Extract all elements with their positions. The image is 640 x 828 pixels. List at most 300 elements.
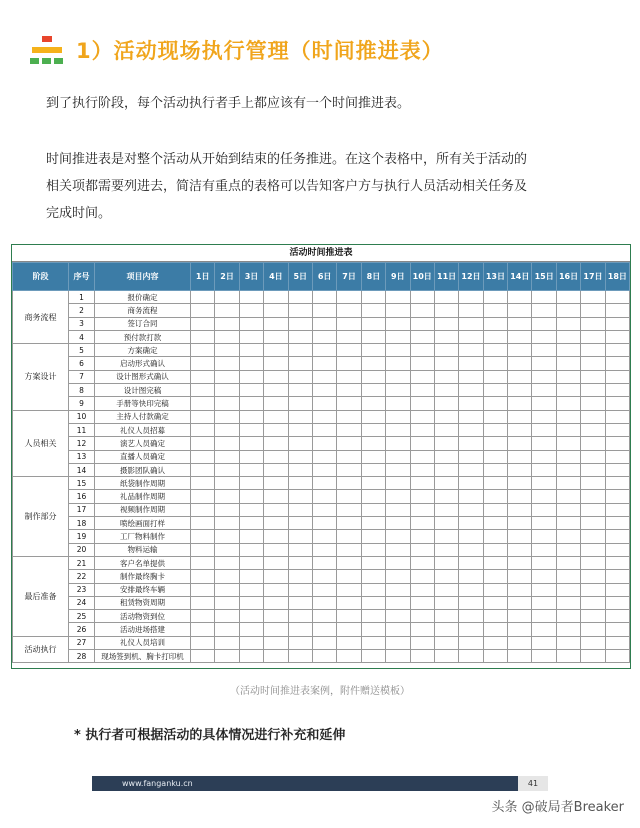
day-cell[interactable] [459,530,483,543]
day-cell[interactable] [337,503,361,516]
day-cell[interactable] [556,490,580,503]
day-cell[interactable] [386,503,410,516]
day-cell[interactable] [312,530,336,543]
day-cell[interactable] [581,317,605,330]
day-cell[interactable] [508,503,532,516]
day-cell[interactable] [386,397,410,410]
day-cell[interactable] [434,370,458,383]
day-cell[interactable] [361,397,385,410]
day-cell[interactable] [264,583,288,596]
day-cell[interactable] [312,503,336,516]
day-cell[interactable] [483,623,507,636]
day-cell[interactable] [215,317,239,330]
day-cell[interactable] [239,517,263,530]
day-cell[interactable] [508,370,532,383]
day-cell[interactable] [508,650,532,663]
day-cell[interactable] [264,330,288,343]
day-cell[interactable] [483,650,507,663]
day-cell[interactable] [337,330,361,343]
day-cell[interactable] [264,437,288,450]
day-cell[interactable] [386,543,410,556]
day-cell[interactable] [434,384,458,397]
day-cell[interactable] [361,556,385,569]
day-cell[interactable] [288,463,312,476]
day-cell[interactable] [459,543,483,556]
day-cell[interactable] [288,623,312,636]
day-cell[interactable] [508,490,532,503]
day-cell[interactable] [312,490,336,503]
day-cell[interactable] [410,304,434,317]
day-cell[interactable] [508,437,532,450]
day-cell[interactable] [581,463,605,476]
day-cell[interactable] [556,556,580,569]
day-cell[interactable] [483,450,507,463]
day-cell[interactable] [312,304,336,317]
day-cell[interactable] [434,423,458,436]
day-cell[interactable] [191,596,215,609]
day-cell[interactable] [532,304,556,317]
day-cell[interactable] [483,490,507,503]
day-cell[interactable] [508,610,532,623]
day-cell[interactable] [361,304,385,317]
day-cell[interactable] [410,423,434,436]
day-cell[interactable] [532,583,556,596]
day-cell[interactable] [386,410,410,423]
day-cell[interactable] [556,650,580,663]
day-cell[interactable] [483,384,507,397]
day-cell[interactable] [312,450,336,463]
day-cell[interactable] [361,610,385,623]
day-cell[interactable] [264,610,288,623]
day-cell[interactable] [410,397,434,410]
day-cell[interactable] [361,623,385,636]
day-cell[interactable] [215,530,239,543]
day-cell[interactable] [483,423,507,436]
day-cell[interactable] [312,357,336,370]
day-cell[interactable] [410,357,434,370]
day-cell[interactable] [386,530,410,543]
day-cell[interactable] [312,570,336,583]
day-cell[interactable] [434,463,458,476]
day-cell[interactable] [581,570,605,583]
day-cell[interactable] [312,397,336,410]
day-cell[interactable] [556,357,580,370]
day-cell[interactable] [581,357,605,370]
day-cell[interactable] [605,490,629,503]
day-cell[interactable] [264,291,288,304]
day-cell[interactable] [605,357,629,370]
day-cell[interactable] [581,384,605,397]
day-cell[interactable] [264,370,288,383]
day-cell[interactable] [288,503,312,516]
day-cell[interactable] [215,610,239,623]
day-cell[interactable] [337,583,361,596]
day-cell[interactable] [434,570,458,583]
day-cell[interactable] [459,410,483,423]
day-cell[interactable] [264,517,288,530]
day-cell[interactable] [508,543,532,556]
day-cell[interactable] [532,317,556,330]
day-cell[interactable] [386,344,410,357]
day-cell[interactable] [605,623,629,636]
day-cell[interactable] [434,450,458,463]
day-cell[interactable] [288,570,312,583]
day-cell[interactable] [312,317,336,330]
day-cell[interactable] [288,477,312,490]
day-cell[interactable] [459,610,483,623]
day-cell[interactable] [532,570,556,583]
day-cell[interactable] [288,344,312,357]
day-cell[interactable] [508,291,532,304]
day-cell[interactable] [239,543,263,556]
day-cell[interactable] [337,317,361,330]
day-cell[interactable] [483,596,507,609]
day-cell[interactable] [264,650,288,663]
day-cell[interactable] [215,503,239,516]
day-cell[interactable] [215,304,239,317]
day-cell[interactable] [215,650,239,663]
day-cell[interactable] [191,370,215,383]
day-cell[interactable] [410,650,434,663]
day-cell[interactable] [483,410,507,423]
day-cell[interactable] [215,463,239,476]
day-cell[interactable] [215,543,239,556]
day-cell[interactable] [532,357,556,370]
day-cell[interactable] [410,596,434,609]
day-cell[interactable] [215,583,239,596]
day-cell[interactable] [410,410,434,423]
day-cell[interactable] [605,543,629,556]
day-cell[interactable] [605,370,629,383]
day-cell[interactable] [532,450,556,463]
day-cell[interactable] [239,610,263,623]
day-cell[interactable] [605,384,629,397]
day-cell[interactable] [434,357,458,370]
day-cell[interactable] [556,570,580,583]
day-cell[interactable] [215,450,239,463]
day-cell[interactable] [434,583,458,596]
day-cell[interactable] [532,477,556,490]
day-cell[interactable] [483,610,507,623]
day-cell[interactable] [532,610,556,623]
day-cell[interactable] [386,357,410,370]
day-cell[interactable] [361,636,385,649]
day-cell[interactable] [337,477,361,490]
day-cell[interactable] [264,556,288,569]
day-cell[interactable] [581,437,605,450]
day-cell[interactable] [386,583,410,596]
day-cell[interactable] [410,623,434,636]
day-cell[interactable] [239,291,263,304]
day-cell[interactable] [337,357,361,370]
day-cell[interactable] [508,517,532,530]
day-cell[interactable] [605,397,629,410]
day-cell[interactable] [581,503,605,516]
day-cell[interactable] [459,463,483,476]
day-cell[interactable] [434,556,458,569]
day-cell[interactable] [191,610,215,623]
day-cell[interactable] [312,410,336,423]
day-cell[interactable] [556,384,580,397]
day-cell[interactable] [459,291,483,304]
day-cell[interactable] [386,423,410,436]
day-cell[interactable] [508,556,532,569]
day-cell[interactable] [459,650,483,663]
day-cell[interactable] [312,636,336,649]
day-cell[interactable] [459,556,483,569]
day-cell[interactable] [337,344,361,357]
day-cell[interactable] [605,410,629,423]
day-cell[interactable] [483,437,507,450]
day-cell[interactable] [605,477,629,490]
day-cell[interactable] [215,490,239,503]
day-cell[interactable] [556,623,580,636]
day-cell[interactable] [483,291,507,304]
day-cell[interactable] [483,543,507,556]
day-cell[interactable] [459,503,483,516]
day-cell[interactable] [581,330,605,343]
day-cell[interactable] [508,423,532,436]
day-cell[interactable] [361,344,385,357]
day-cell[interactable] [215,477,239,490]
day-cell[interactable] [483,344,507,357]
day-cell[interactable] [361,317,385,330]
day-cell[interactable] [556,477,580,490]
day-cell[interactable] [483,583,507,596]
day-cell[interactable] [312,344,336,357]
day-cell[interactable] [434,344,458,357]
day-cell[interactable] [264,304,288,317]
day-cell[interactable] [337,596,361,609]
day-cell[interactable] [337,410,361,423]
day-cell[interactable] [361,596,385,609]
day-cell[interactable] [483,477,507,490]
day-cell[interactable] [508,357,532,370]
day-cell[interactable] [288,304,312,317]
day-cell[interactable] [556,437,580,450]
day-cell[interactable] [288,410,312,423]
day-cell[interactable] [556,463,580,476]
day-cell[interactable] [264,384,288,397]
day-cell[interactable] [581,291,605,304]
day-cell[interactable] [264,463,288,476]
day-cell[interactable] [556,291,580,304]
day-cell[interactable] [215,437,239,450]
day-cell[interactable] [264,570,288,583]
day-cell[interactable] [215,596,239,609]
day-cell[interactable] [288,317,312,330]
day-cell[interactable] [337,304,361,317]
day-cell[interactable] [434,330,458,343]
day-cell[interactable] [556,450,580,463]
day-cell[interactable] [361,291,385,304]
day-cell[interactable] [288,330,312,343]
day-cell[interactable] [605,610,629,623]
day-cell[interactable] [508,384,532,397]
day-cell[interactable] [215,410,239,423]
day-cell[interactable] [386,463,410,476]
day-cell[interactable] [288,556,312,569]
day-cell[interactable] [337,291,361,304]
day-cell[interactable] [410,344,434,357]
day-cell[interactable] [459,490,483,503]
day-cell[interactable] [215,291,239,304]
day-cell[interactable] [410,463,434,476]
day-cell[interactable] [532,490,556,503]
day-cell[interactable] [459,596,483,609]
day-cell[interactable] [434,304,458,317]
day-cell[interactable] [337,397,361,410]
day-cell[interactable] [483,304,507,317]
day-cell[interactable] [532,344,556,357]
day-cell[interactable] [459,570,483,583]
day-cell[interactable] [556,543,580,556]
day-cell[interactable] [239,410,263,423]
day-cell[interactable] [312,423,336,436]
day-cell[interactable] [337,450,361,463]
day-cell[interactable] [556,304,580,317]
day-cell[interactable] [605,317,629,330]
day-cell[interactable] [508,570,532,583]
day-cell[interactable] [191,304,215,317]
day-cell[interactable] [605,583,629,596]
day-cell[interactable] [361,530,385,543]
day-cell[interactable] [288,384,312,397]
day-cell[interactable] [386,490,410,503]
day-cell[interactable] [386,437,410,450]
day-cell[interactable] [459,317,483,330]
day-cell[interactable] [361,517,385,530]
day-cell[interactable] [556,423,580,436]
day-cell[interactable] [191,503,215,516]
day-cell[interactable] [386,636,410,649]
day-cell[interactable] [215,623,239,636]
day-cell[interactable] [191,477,215,490]
day-cell[interactable] [288,636,312,649]
day-cell[interactable] [581,517,605,530]
day-cell[interactable] [581,636,605,649]
day-cell[interactable] [386,370,410,383]
day-cell[interactable] [191,556,215,569]
day-cell[interactable] [361,543,385,556]
day-cell[interactable] [410,384,434,397]
day-cell[interactable] [288,610,312,623]
day-cell[interactable] [337,570,361,583]
day-cell[interactable] [508,596,532,609]
day-cell[interactable] [337,636,361,649]
day-cell[interactable] [191,437,215,450]
day-cell[interactable] [459,423,483,436]
day-cell[interactable] [264,636,288,649]
day-cell[interactable] [239,650,263,663]
day-cell[interactable] [581,583,605,596]
day-cell[interactable] [532,370,556,383]
day-cell[interactable] [191,463,215,476]
day-cell[interactable] [191,397,215,410]
day-cell[interactable] [288,397,312,410]
day-cell[interactable] [239,556,263,569]
day-cell[interactable] [215,330,239,343]
day-cell[interactable] [239,384,263,397]
day-cell[interactable] [288,596,312,609]
day-cell[interactable] [215,556,239,569]
day-cell[interactable] [581,370,605,383]
day-cell[interactable] [386,330,410,343]
day-cell[interactable] [508,636,532,649]
day-cell[interactable] [410,437,434,450]
day-cell[interactable] [288,357,312,370]
day-cell[interactable] [312,384,336,397]
day-cell[interactable] [191,543,215,556]
day-cell[interactable] [191,450,215,463]
day-cell[interactable] [434,610,458,623]
day-cell[interactable] [508,304,532,317]
day-cell[interactable] [410,370,434,383]
day-cell[interactable] [532,556,556,569]
day-cell[interactable] [508,410,532,423]
day-cell[interactable] [361,583,385,596]
day-cell[interactable] [532,530,556,543]
day-cell[interactable] [386,317,410,330]
day-cell[interactable] [239,317,263,330]
day-cell[interactable] [483,357,507,370]
day-cell[interactable] [605,503,629,516]
day-cell[interactable] [191,330,215,343]
day-cell[interactable] [483,370,507,383]
day-cell[interactable] [459,583,483,596]
day-cell[interactable] [239,370,263,383]
day-cell[interactable] [605,304,629,317]
day-cell[interactable] [312,623,336,636]
day-cell[interactable] [361,423,385,436]
day-cell[interactable] [556,636,580,649]
day-cell[interactable] [508,397,532,410]
day-cell[interactable] [264,397,288,410]
day-cell[interactable] [337,610,361,623]
day-cell[interactable] [337,530,361,543]
day-cell[interactable] [434,517,458,530]
day-cell[interactable] [605,291,629,304]
day-cell[interactable] [191,583,215,596]
day-cell[interactable] [410,610,434,623]
day-cell[interactable] [556,517,580,530]
day-cell[interactable] [264,530,288,543]
day-cell[interactable] [410,477,434,490]
day-cell[interactable] [410,291,434,304]
day-cell[interactable] [312,477,336,490]
day-cell[interactable] [239,570,263,583]
day-cell[interactable] [532,463,556,476]
day-cell[interactable] [459,384,483,397]
day-cell[interactable] [191,317,215,330]
day-cell[interactable] [386,650,410,663]
day-cell[interactable] [386,610,410,623]
day-cell[interactable] [312,291,336,304]
day-cell[interactable] [556,410,580,423]
day-cell[interactable] [532,650,556,663]
day-cell[interactable] [191,570,215,583]
day-cell[interactable] [312,437,336,450]
day-cell[interactable] [556,596,580,609]
day-cell[interactable] [532,384,556,397]
day-cell[interactable] [556,610,580,623]
day-cell[interactable] [581,556,605,569]
day-cell[interactable] [361,503,385,516]
day-cell[interactable] [410,556,434,569]
day-cell[interactable] [215,423,239,436]
day-cell[interactable] [386,304,410,317]
day-cell[interactable] [312,463,336,476]
